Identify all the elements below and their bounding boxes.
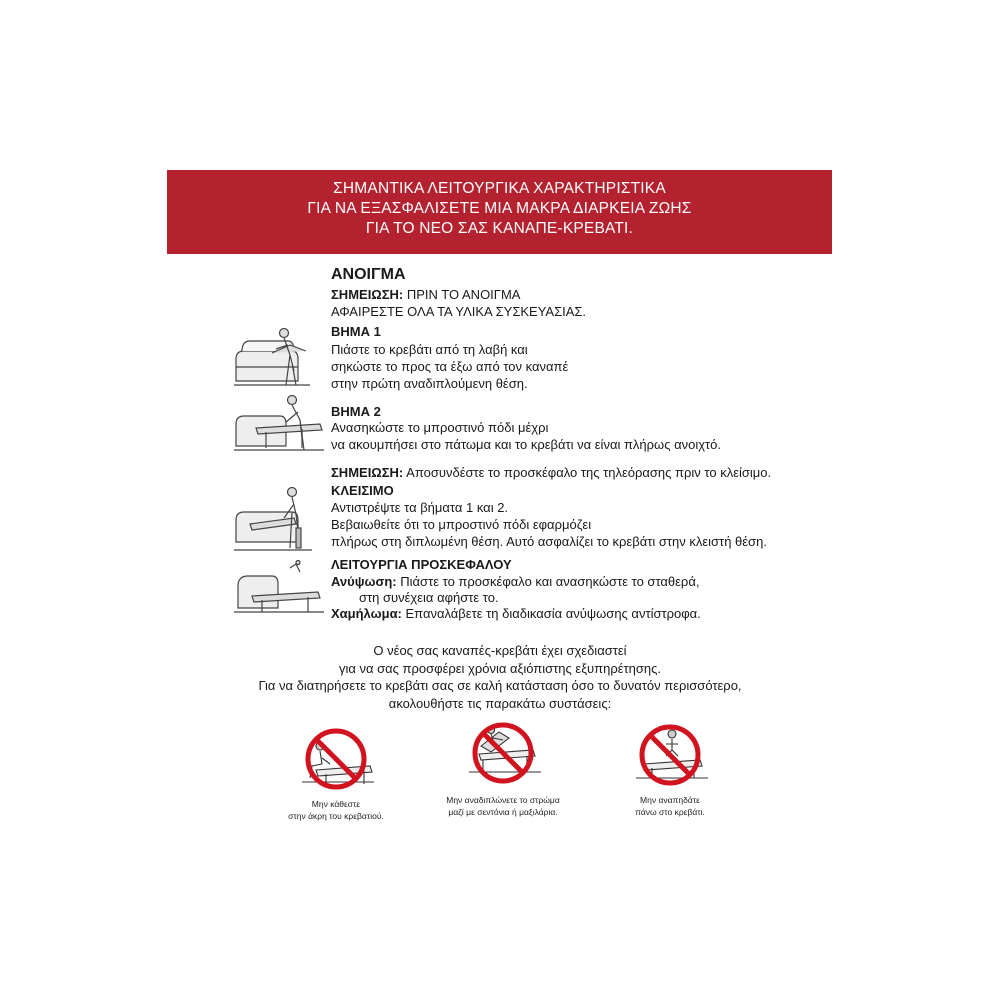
warning-no-jumping <box>580 722 760 818</box>
advice-line-3: Για να διατηρήσετε το κρεβάτι σας σε καλή κατάσταση όσο το δυνατόν περισσότερο, <box>258 678 742 693</box>
step1-line-3: στην πρώτη αναδιπλούμενη θέση. <box>331 376 528 391</box>
step2-line-2: να ακουμπήσει στο πάτωμα και το κρεβάτι να είναι πλήρως ανοιχτό. <box>331 437 722 452</box>
sofa-bed-step1-illustration <box>232 323 326 393</box>
warning-no-folding-with-sheets <box>413 720 593 818</box>
opening-note-line-2: ΑΦΑΙΡΕΣΤΕ ΟΛΑ ΤΑ ΥΛΙΚΑ ΣΥΣΚΕΥΑΣΙΑΣ. <box>331 304 587 319</box>
warning-2-line-2: μαζί με σεντόνια ή μαξιλάρια. <box>448 807 558 817</box>
step2-line-1: Ανασηκώστε το μπροστινό πόδι μέχρι <box>331 420 549 435</box>
opening-note-text: ΠΡΙΝ ΤΟ ΑΝΟΙΓΜΑ <box>403 287 521 302</box>
header-line-2: ΓΙΑ ΝΑ ΕΞΑΣΦΑΛΙΣΕΤΕ ΜΙΑ ΜΑΚΡΑ ΔΙΑΡΚΕΙΑ ΖΩΗΣ <box>307 200 692 217</box>
header-line-3: ΓΙΑ ΤΟ ΝΕΟ ΣΑΣ ΚΑΝΑΠΕ-ΚΡΕΒΑΤΙ. <box>365 220 634 237</box>
advice-line-1: Ο νέος σας καναπές-κρεβάτι έχει σχεδιαστεί <box>373 643 627 658</box>
opening-title: ΑΝΟΙΓΜΑ <box>331 266 406 283</box>
header-banner <box>167 170 832 254</box>
sofa-bed-step2-illustration <box>232 394 326 456</box>
step1-line-2: σηκώστε το προς τα έξω από τον καναπέ <box>331 359 569 374</box>
headrest-lower <box>331 606 701 622</box>
opening-note <box>331 287 520 303</box>
closing-line-3: πλήρως στη διπλωμένη θέση. Αυτό ασφαλίζει το κρεβάτι στην κλειστή θέση. <box>331 534 767 549</box>
sofa-bed-headrest-illustration <box>232 560 326 622</box>
headrest-lift-line-2: στη συνέχεια αφήστε το. <box>359 590 499 605</box>
warning-2-line-1: Μην αναδιπλώνετε το στρώμα <box>446 795 560 805</box>
warning-1-line-1: Μην κάθεστε <box>311 799 361 809</box>
advice-line-2: για να σας προσφέρει χρόνια αξιόπιστης εξυπηρέτησης. <box>338 660 662 676</box>
tv-headrest-note <box>331 465 771 481</box>
headrest-lower-text: Επαναλάβετε τη διαδικασία ανύψωσης αντίστροφα. <box>401 606 701 621</box>
warning-3-line-1: Μην αναπηδάτε <box>640 795 700 805</box>
headrest-lift-text: Πιάστε το προσκέφαλο και ανασηκώστε το σταθερά, <box>396 574 700 589</box>
no-folding-with-sheets-icon <box>413 720 593 786</box>
closing-title: ΚΛΕΙΣΙΜΟ <box>331 483 394 498</box>
headrest-title: ΛΕΙΤΟΥΡΓΙΑ ΠΡΟΣΚΕΦΑΛΟΥ <box>331 557 512 572</box>
headrest-lower-label: Χαμήλωμα: <box>331 606 402 621</box>
warning-1-line-2: στην άκρη του κρεβατιού. <box>288 811 384 821</box>
header-line-1: ΣΗΜΑΝΤΙΚΑ ΛΕΙΤΟΥΡΓΙΚΑ ΧΑΡΑΚΤΗΡΙΣΤΙΚΑ <box>333 180 666 197</box>
tv-headrest-note-label: ΣΗΜΕΙΩΣΗ: <box>331 465 404 480</box>
step1-line-1: Πιάστε το κρεβάτι από τη λαβή και <box>331 342 528 357</box>
warning-3-line-2: πάνω στο κρεβάτι. <box>635 807 705 817</box>
sofa-bed-closing-illustration <box>232 484 326 556</box>
warning-no-sitting-on-edge <box>246 726 426 822</box>
step1-title: ΒΗΜΑ 1 <box>331 324 381 339</box>
closing-line-2: Βεβαιωθείτε ότι το μπροστινό πόδι εφαρμόζει <box>331 517 592 532</box>
tv-headrest-note-text: Αποσυνδέστε το προσκέφαλο της τηλεόρασης πριν το κλείσιμο. <box>403 465 772 480</box>
step2-title: ΒΗΜΑ 2 <box>331 404 381 419</box>
advice-paragraph <box>150 642 850 712</box>
no-jumping-icon <box>580 722 760 788</box>
closing-line-1: Αντιστρέψτε τα βήματα 1 και 2. <box>331 500 509 515</box>
headrest-lift <box>331 574 699 590</box>
headrest-lift-label: Ανύψωση: <box>331 574 397 589</box>
advice-line-4: ακολουθήστε τις παρακάτω συστάσεις: <box>388 695 612 711</box>
no-sitting-on-edge-icon <box>246 726 426 792</box>
opening-note-label: ΣΗΜΕΙΩΣΗ: <box>331 287 404 302</box>
